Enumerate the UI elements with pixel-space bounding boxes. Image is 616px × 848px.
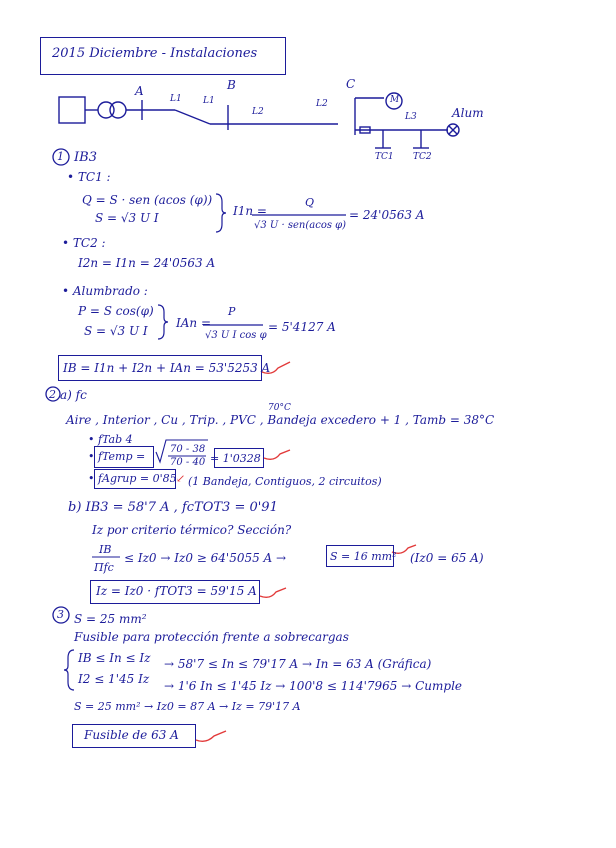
motor-label: M — [390, 95, 400, 105]
ia-denominator: √3 U I cos φ — [205, 330, 267, 341]
q2-part-a: a) fc — [60, 388, 87, 402]
ftemp-value: = 1'0328 — [210, 452, 261, 465]
s-equation: S = √3 U I — [95, 211, 159, 225]
iz0-note: (Iz0 = 65 A) — [410, 551, 484, 565]
ia-value: = 5'4127 A — [268, 320, 336, 334]
s25-line: S = 25 mm² → Iz0 = 87 A → Iz = 79'17 A — [74, 700, 301, 713]
page-title: 2015 Diciembre - Instalaciones — [52, 46, 258, 61]
node-c-label: C — [346, 77, 356, 91]
ftemp-denominator: 70 - 40 — [170, 457, 206, 468]
fuse-text: Fusible para protección frente a sobrecargas — [74, 630, 349, 644]
ib-result: IB = I1n + I2n + IAn = 53'5253 A — [63, 361, 271, 375]
i1-denominator: √3 U · sen(acos φ) — [254, 220, 347, 231]
ia-lhs: IAn = — [176, 316, 212, 330]
sup-70c: 70°C — [268, 403, 291, 413]
ineq-numerator: IB — [99, 543, 112, 556]
part-b-line: b) IB3 = 58'7 A , fcTOT3 = 0'91 — [68, 500, 278, 515]
iz-result: Iz = Iz0 · fTOT3 = 59'15 A — [96, 584, 257, 598]
fagrup: • fAgrup = 0'85 — [88, 472, 177, 485]
ineq-denominator: Πfc — [94, 561, 114, 574]
q-equation: Q = S · sen (acos (φ)) — [82, 193, 213, 207]
line-l3-label: L3 — [405, 112, 417, 122]
conditions: Aire , Interior , Cu , Trip. , PVC , Bandeja excedero + 1 , Tamb = 38°C — [66, 413, 495, 427]
line-l2-label: L2 — [316, 99, 328, 109]
s2-equation: S = √3 U I — [84, 324, 148, 338]
i1-value: = 24'0563 A — [349, 208, 425, 222]
cond2-rhs: → 1'6 In ≤ 1'45 Iz → 100'8 ≤ 114'7965 → Cumple — [164, 679, 463, 693]
q3-number: 3 — [57, 608, 64, 621]
alum-bullet: • Alumbrado : — [62, 284, 148, 298]
line-l1b-label: L1 — [203, 96, 215, 106]
q1-number: 1 — [57, 150, 64, 163]
tc2-label: TC2 — [413, 152, 432, 162]
i1-lhs: I1n = — [233, 204, 267, 218]
cond1-lhs: IB ≤ In ≤ Iz — [78, 651, 151, 665]
tc2-bullet: • TC2 : — [62, 236, 106, 250]
ftemp-lhs: • fTemp = — [88, 450, 146, 463]
i1-numerator: Q — [305, 196, 315, 209]
question-line: Iz por criterio térmico? Sección? — [92, 523, 292, 537]
line-l1-label: L1 — [170, 94, 182, 104]
fagrup-note: (1 Bandeja, Contiguos, 2 circuitos) — [188, 475, 382, 488]
ia-numerator: P — [228, 305, 236, 318]
fagrup-mark: ↙ — [176, 472, 186, 485]
ftab: • fTab 4 — [88, 433, 133, 446]
cond2-lhs: I2 ≤ 1'45 Iz — [78, 672, 150, 686]
cond1-rhs: → 58'7 ≤ In ≤ 79'17 A → In = 63 A (Gráfica) — [164, 657, 432, 671]
q1-title: IB3 — [74, 150, 97, 165]
tc1-bullet: • TC1 : — [67, 170, 111, 184]
p-equation: P = S cos(φ) — [78, 304, 154, 318]
line-l12-label: L2 — [252, 107, 264, 117]
alum-label: Alum — [452, 106, 484, 120]
q2-number: 2 — [49, 388, 56, 401]
node-b-label: B — [227, 78, 236, 92]
tc1-label: TC1 — [375, 152, 394, 162]
node-a-label: A — [135, 84, 144, 98]
i2-equation: I2n = I1n = 24'0563 A — [78, 256, 216, 270]
final-answer: Fusible de 63 A — [84, 728, 179, 742]
q3-s-line: S = 25 mm² — [74, 612, 147, 626]
section-value: S = 16 mm² — [330, 550, 397, 563]
ineq-rest: ≤ Iz0 → Iz0 ≥ 64'5055 A → — [124, 551, 287, 565]
ftemp-numerator: 70 - 38 — [170, 444, 206, 455]
